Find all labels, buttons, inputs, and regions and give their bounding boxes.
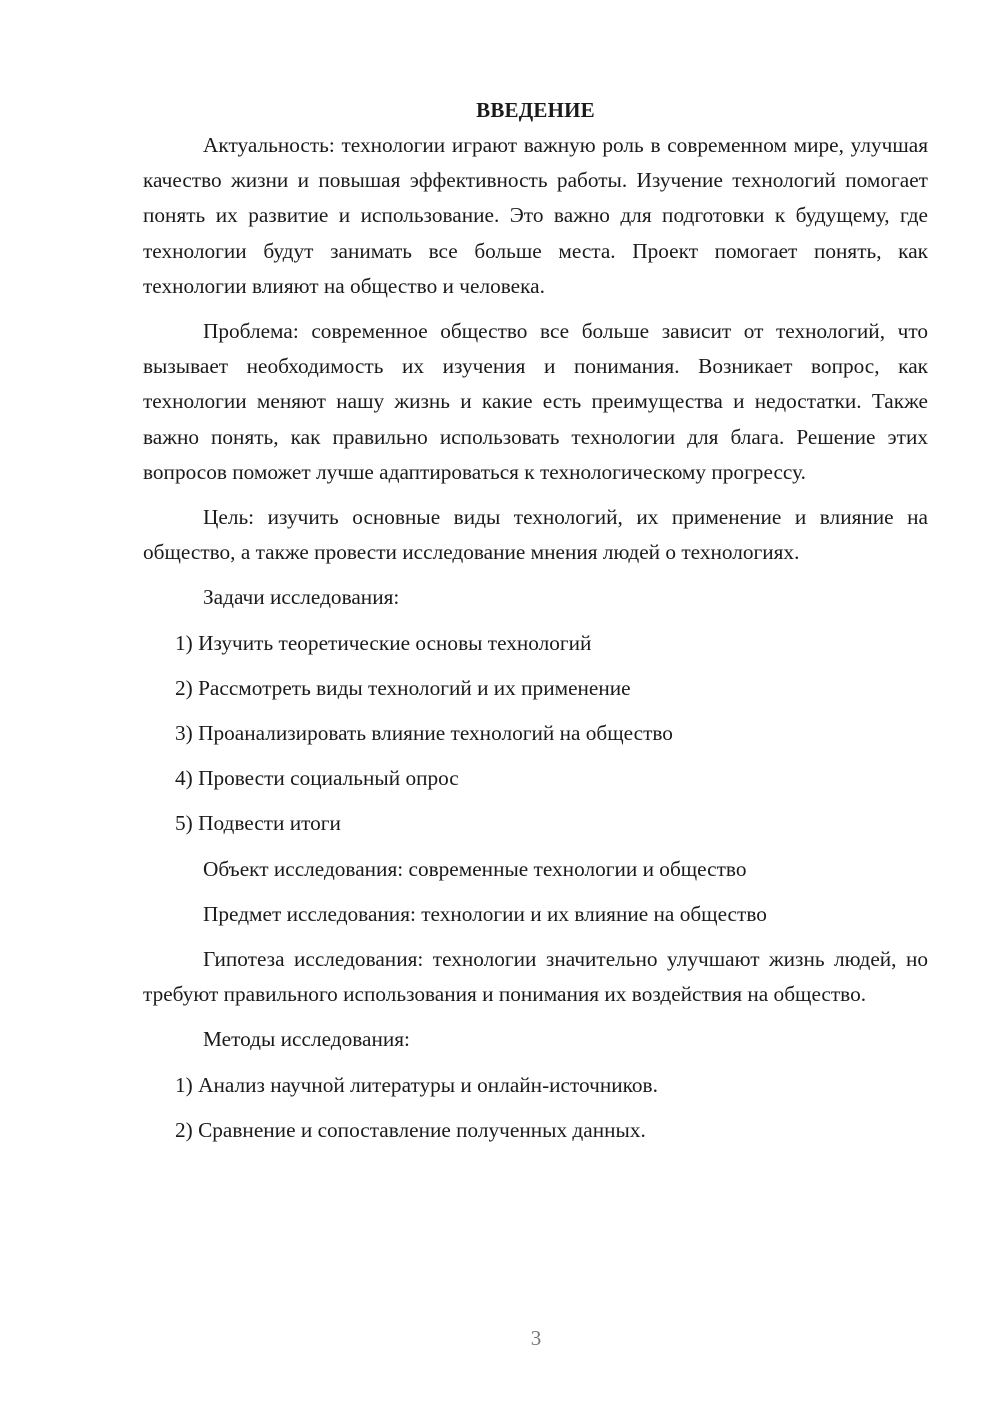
- tasks-list: [143, 626, 928, 842]
- list-item: 1) Анализ научной литературы и онлайн-источников.: [175, 1072, 658, 1097]
- research-subject: Предмет исследования: технологии и их влияние на общество: [203, 901, 767, 926]
- methods-list: [143, 1068, 928, 1148]
- list-item: 5) Подвести итоги: [175, 811, 341, 836]
- research-object: Объект исследования: современные технологии и общество: [203, 856, 747, 881]
- document-page: [143, 92, 928, 1158]
- goal-paragraph: Цель: изучить основные виды технологий, их применение и влияние на общество, а также провести исследование мнения людей о технологиях.: [143, 505, 928, 565]
- problem-paragraph: Проблема: современное общество все больше зависит от технологий, что вызывает необходимость их изучения и понимания. Возникает вопрос, как технологии меняют нашу жизнь и какие есть преимущества и недостатки. Также важно понять, как правильно использовать технологии для блага. Решение этих вопросов поможет лучше адаптироваться к технологическому прогрессу.: [143, 319, 928, 484]
- hypothesis-paragraph: Гипотеза исследования: технологии значительно улучшают жизнь людей, но требуют правильного использования и понимания их воздействия на общество.: [143, 947, 928, 1007]
- list-item: 2) Рассмотреть виды технологий и их применение: [175, 675, 631, 700]
- page-title: ВВЕДЕНИЕ: [476, 98, 595, 122]
- tasks-heading: Задачи исследования:: [203, 585, 400, 610]
- methods-heading: Методы исследования:: [203, 1027, 410, 1052]
- page-number: 3: [530, 1326, 542, 1350]
- relevance-paragraph: Актуальность: технологии играют важную роль в современном мире, улучшая качество жизни и повышая эффективность работы. Изучение технологий помогает понять их развитие и использование. Это важно для подготовки к будущему, где технологии будут занимать все больше места. Проект помогает понять, как технологии влияют на общество и человека.: [143, 133, 928, 298]
- list-item: 4) Провести социальный опрос: [175, 766, 459, 791]
- list-item: 3) Проанализировать влияние технологий на общество: [175, 721, 673, 746]
- list-item: 1) Изучить теоретические основы технологий: [175, 630, 592, 655]
- list-item: 2) Сравнение и сопоставление полученных данных.: [175, 1117, 646, 1142]
